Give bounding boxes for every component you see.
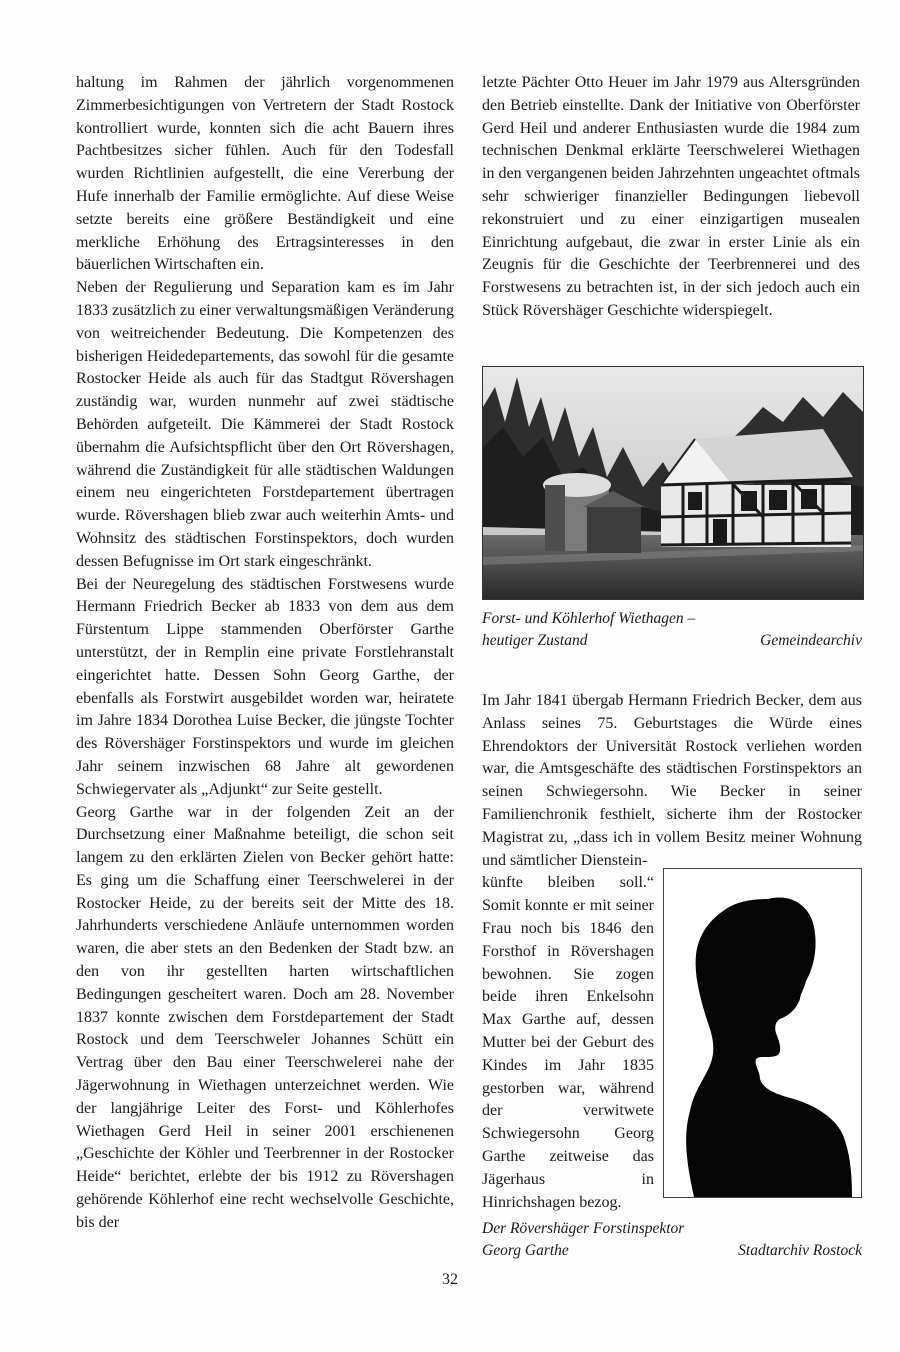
photo-forest-tar-works [482, 366, 864, 600]
caption-source: Stadtarchiv Rostock [738, 1242, 862, 1259]
caption-source: Gemeindearchiv [760, 632, 862, 649]
photo-illustration [483, 367, 863, 599]
silhouette-caption [482, 1218, 862, 1262]
page-number: 32 [442, 1271, 458, 1288]
caption-line: Forst- und Köhlerhof Wiethagen – [482, 610, 696, 627]
paragraph: letzte Pächter Otto Heuer im Jahr 1979 aus Altersgründen den Betrieb einstellte. Dank der Initiative von Oberförster Gerd Heil und anderer Enthusiasten wurde die 1984 zum technischen Denkmal erklärte Teerschwelerei Wiethagen in den vergangenen beiden Jahrzehnten ungeachtet oftmals sehr schwieriger finanzieller Bedingungen liebevoll rekonstruiert und zu einer einzigartigen musealen Einrichtung aufgebaut, die zwar in erster Linie als ein Zeugnis für die Geschichte der Teerbrennerei und des Forstwesens zu betrachten ist, in der sich jedoch auch ein Stück Rövershäger Geschichte widerspiegelt. [482, 74, 860, 319]
caption-line: Der Rövershäger Forstinspektor [482, 1220, 685, 1237]
paragraph: Bei der Neuregelung des städtischen Forstwesens wurde Hermann Friedrich Becker ab 1833 von dem aus dem Fürstentum Lippe stammenden Oberförster Garthe unterstützt, der in Remplin eine private Forstlehranstalt eingerichtet hatte. Dessen Sohn Georg Garthe, der ebenfalls als Forstwirt ausgebildet worden war, heiratete im Jahre 1834 Dorothea Luise Becker, die jüngste Tochter des Rövershäger Forstinspektors und wurde im gleichen Jahr seinem inzwischen 68 Jahre alt gewordenen Schwiegervater als „Adjunkt“ zur Seite gestellt. [76, 575, 454, 798]
silhouette-portrait [663, 868, 862, 1198]
caption-line: heutiger Zustand [482, 632, 588, 649]
photo-caption [482, 608, 862, 652]
left-text-column [76, 72, 454, 1235]
right-text-column-top [482, 72, 860, 323]
paragraph: Neben der Regulierung und Separation kam es im Jahr 1833 zusätzlich zu einer verwaltungsmäßigen Veränderung von weitreichender Bedeutung. Die Kompetenzen des bisherigen Heidedepartements, das sowohl für die gesamte Rostocker Heide als auch für das Stadtgut Rövershagen zuständig war, wurden nunmehr auf zwei städtische Behörden aufgeteilt. Die Kämmerei der Stadt Rostock übernahm die Aufsichtspflicht über den Ort Rövershagen, während die Zuständigkeit für alle städtischen Waldungen einem neu eingerichteten Forstdepartement übertragen wurde. Rövershagen blieb zwar auch weiterhin Amts- und Wohnsitz des städtischen Forstinspektors, doch wurden dessen Befugnisse im Ort stark eingeschränkt. [76, 279, 454, 570]
paragraph-wrapped: künfte bleiben soll.“ Somit konnte er mit seiner Frau noch bis 1846 den Forsthof in Rövershagen bewohnen. Sie zogen beide ihren Enkelsohn Max Garthe auf, dessen Mutter bei der Geburt des Kindes im Jahr 1835 gestorben war, während der verwitwete Schwiegersohn Georg Garthe zeitweise das Jägerhaus in Hinrichshagen bezog. [482, 874, 654, 1211]
paragraph: Im Jahr 1841 übergab Hermann Friedrich Becker, dem aus Anlass seines 75. Geburtstages die Würde eines Ehrendoktors der Universität Rostock verliehen worden war, die Amtsgeschäfte des städtischen Forstinspektors an seinen Schwiegersohn. Wie Becker in seiner Familienchronik festhielt, sicherte ihm der Rostocker Magistrat zu, „dass ich in vollem Besitz meiner Wohnung und sämtlicher Dienstein- [482, 692, 862, 869]
paragraph: haltung im Rahmen der jährlich vorgenommenen Zimmerbesichtigungen von Vertretern der Stadt Rostock kontrolliert wurde, konnten sich die acht Bauern ihres Pachtbesitzes sicher fühlen. Auch für den Todesfall wurden Richtlinien aufgestellt, die eine Vererbung der Hufe innerhalb der Familie ermöglichte. Auf diese Weise setzte bereits eine größere Beständigkeit und eine merkliche Erhöhung des Ertragsinteresses in den bäuerlichen Wirtschaften ein. [76, 74, 454, 274]
caption-line: Georg Garthe [482, 1242, 569, 1259]
silhouette-illustration [664, 869, 861, 1197]
paragraph: Georg Garthe war in der folgenden Zeit an der Durchsetzung einer Maßnahme beteiligt, die schon seit langem zu den erklärten Zielen von Becker gehört hatte: Es ging um die Schaffung einer Teerschwelerei in der Rostocker Heide, zu der bereits seit der Mitte des 18. Jahrhunderts verschiedene Anläufe unternommen worden waren, die aber stets an den Bedenken der Stadt bzw. an den von ihr gestellten harten wirtschaftlichen Bedingungen gescheitert waren. Doch am 28. November 1837 konnte zwischen dem Forstdepartement der Stadt Rostock und dem Teerschweler Johannes Schütt ein Vertrag über den Bau einer Teerschwelerei nahe der Jägerwohnung in Wiethagen unterzeichnet werden. Wie der langjährige Leiter des Forst- und Köhlerhofes Wiethagen Gerd Heil in seiner 2001 erschienenen „Geschichte der Köhler und Teerbrenner in der Rostocker Heide“ berichtet, erlebte der bis 1912 zu Rövershagen gehörende Köhlerhof eine recht wechselvolle Geschichte, bis der [76, 803, 454, 1231]
